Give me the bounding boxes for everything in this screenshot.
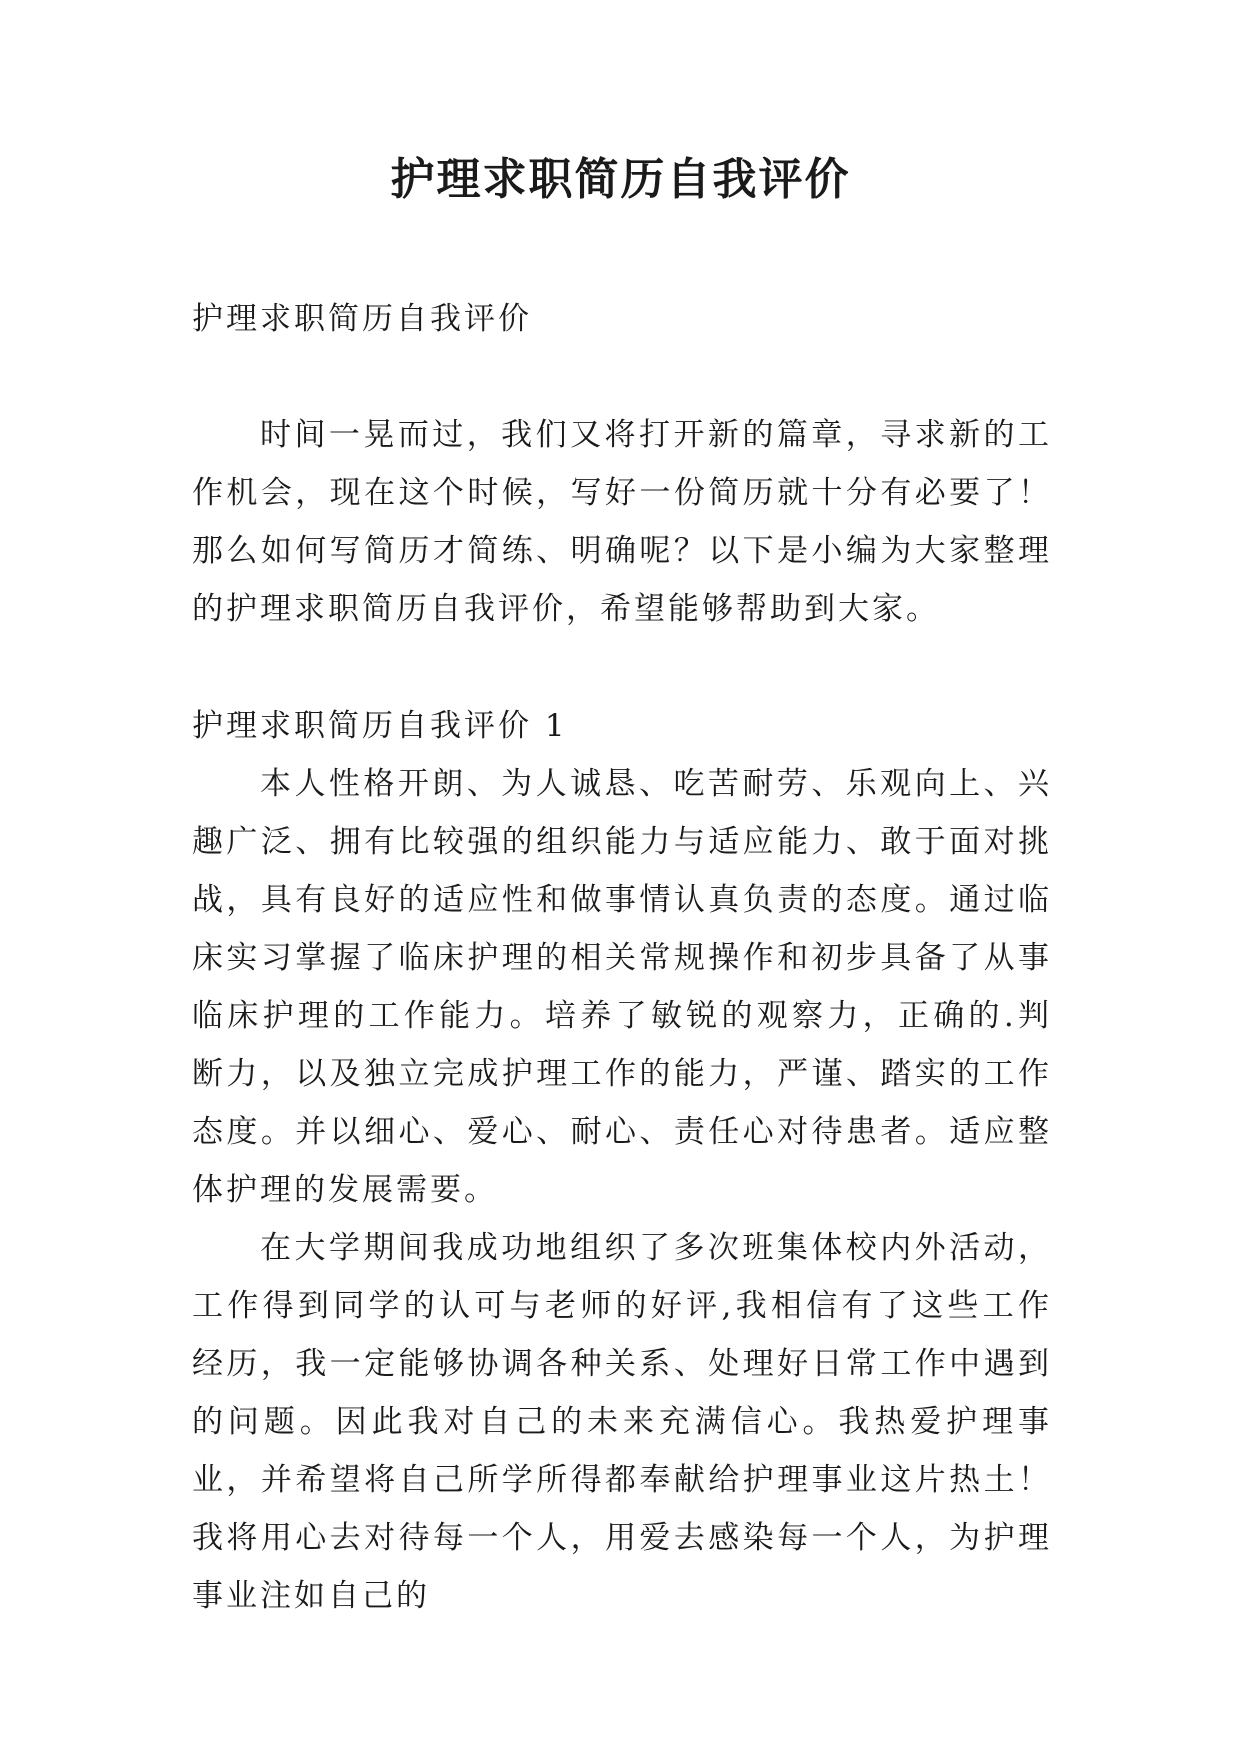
intro-paragraph: 时间一晃而过，我们又将打开新的篇章，寻求新的工作机会，现在这个时候，写好一份简历就十分有必要了！那么如何写简历才简练、明确呢？以下是小编为大家整理的护理求职简历自我评价，希望能够帮助到大家。: [192, 417, 1052, 627]
document-title: 护理求职简历自我评价: [390, 154, 851, 205]
body-paragraph-1: 本人性格开朗、为人诚恳、吃苦耐劳、乐观向上、兴趣广泛、拥有比较强的组织能力与适应能力、敢于面对挑战，具有良好的适应性和做事情认真负责的态度。通过临床实习掌握了临床护理的相关常规操作和初步具备了从事临床护理的工作能力。培养了敏锐的观察力，正确的.判断力，以及独立完成护理工作的能力，严谨、踏实的工作态度。并以细心、爱心、耐心、责任心对待患者。适应整体护理的发展需要。: [192, 766, 1052, 1208]
section-heading: 护理求职简历自我评价 1: [192, 708, 568, 744]
body-paragraph-2: 在大学期间我成功地组织了多次班集体校内外活动，工作得到同学的认可与老师的好评,我相信有了这些工作经历，我一定能够协调各种关系、处理好日常工作中遇到的问题。因此我对自己的未来充满信心。我热爱护理事业，并希望将自己所学所得都奉献给护理事业这片热土！我将用心去对待每一个人，用爱去感染每一个人，为护理事业注如自己的: [192, 1230, 1052, 1614]
document-subtitle: 护理求职简历自我评价: [192, 301, 532, 337]
